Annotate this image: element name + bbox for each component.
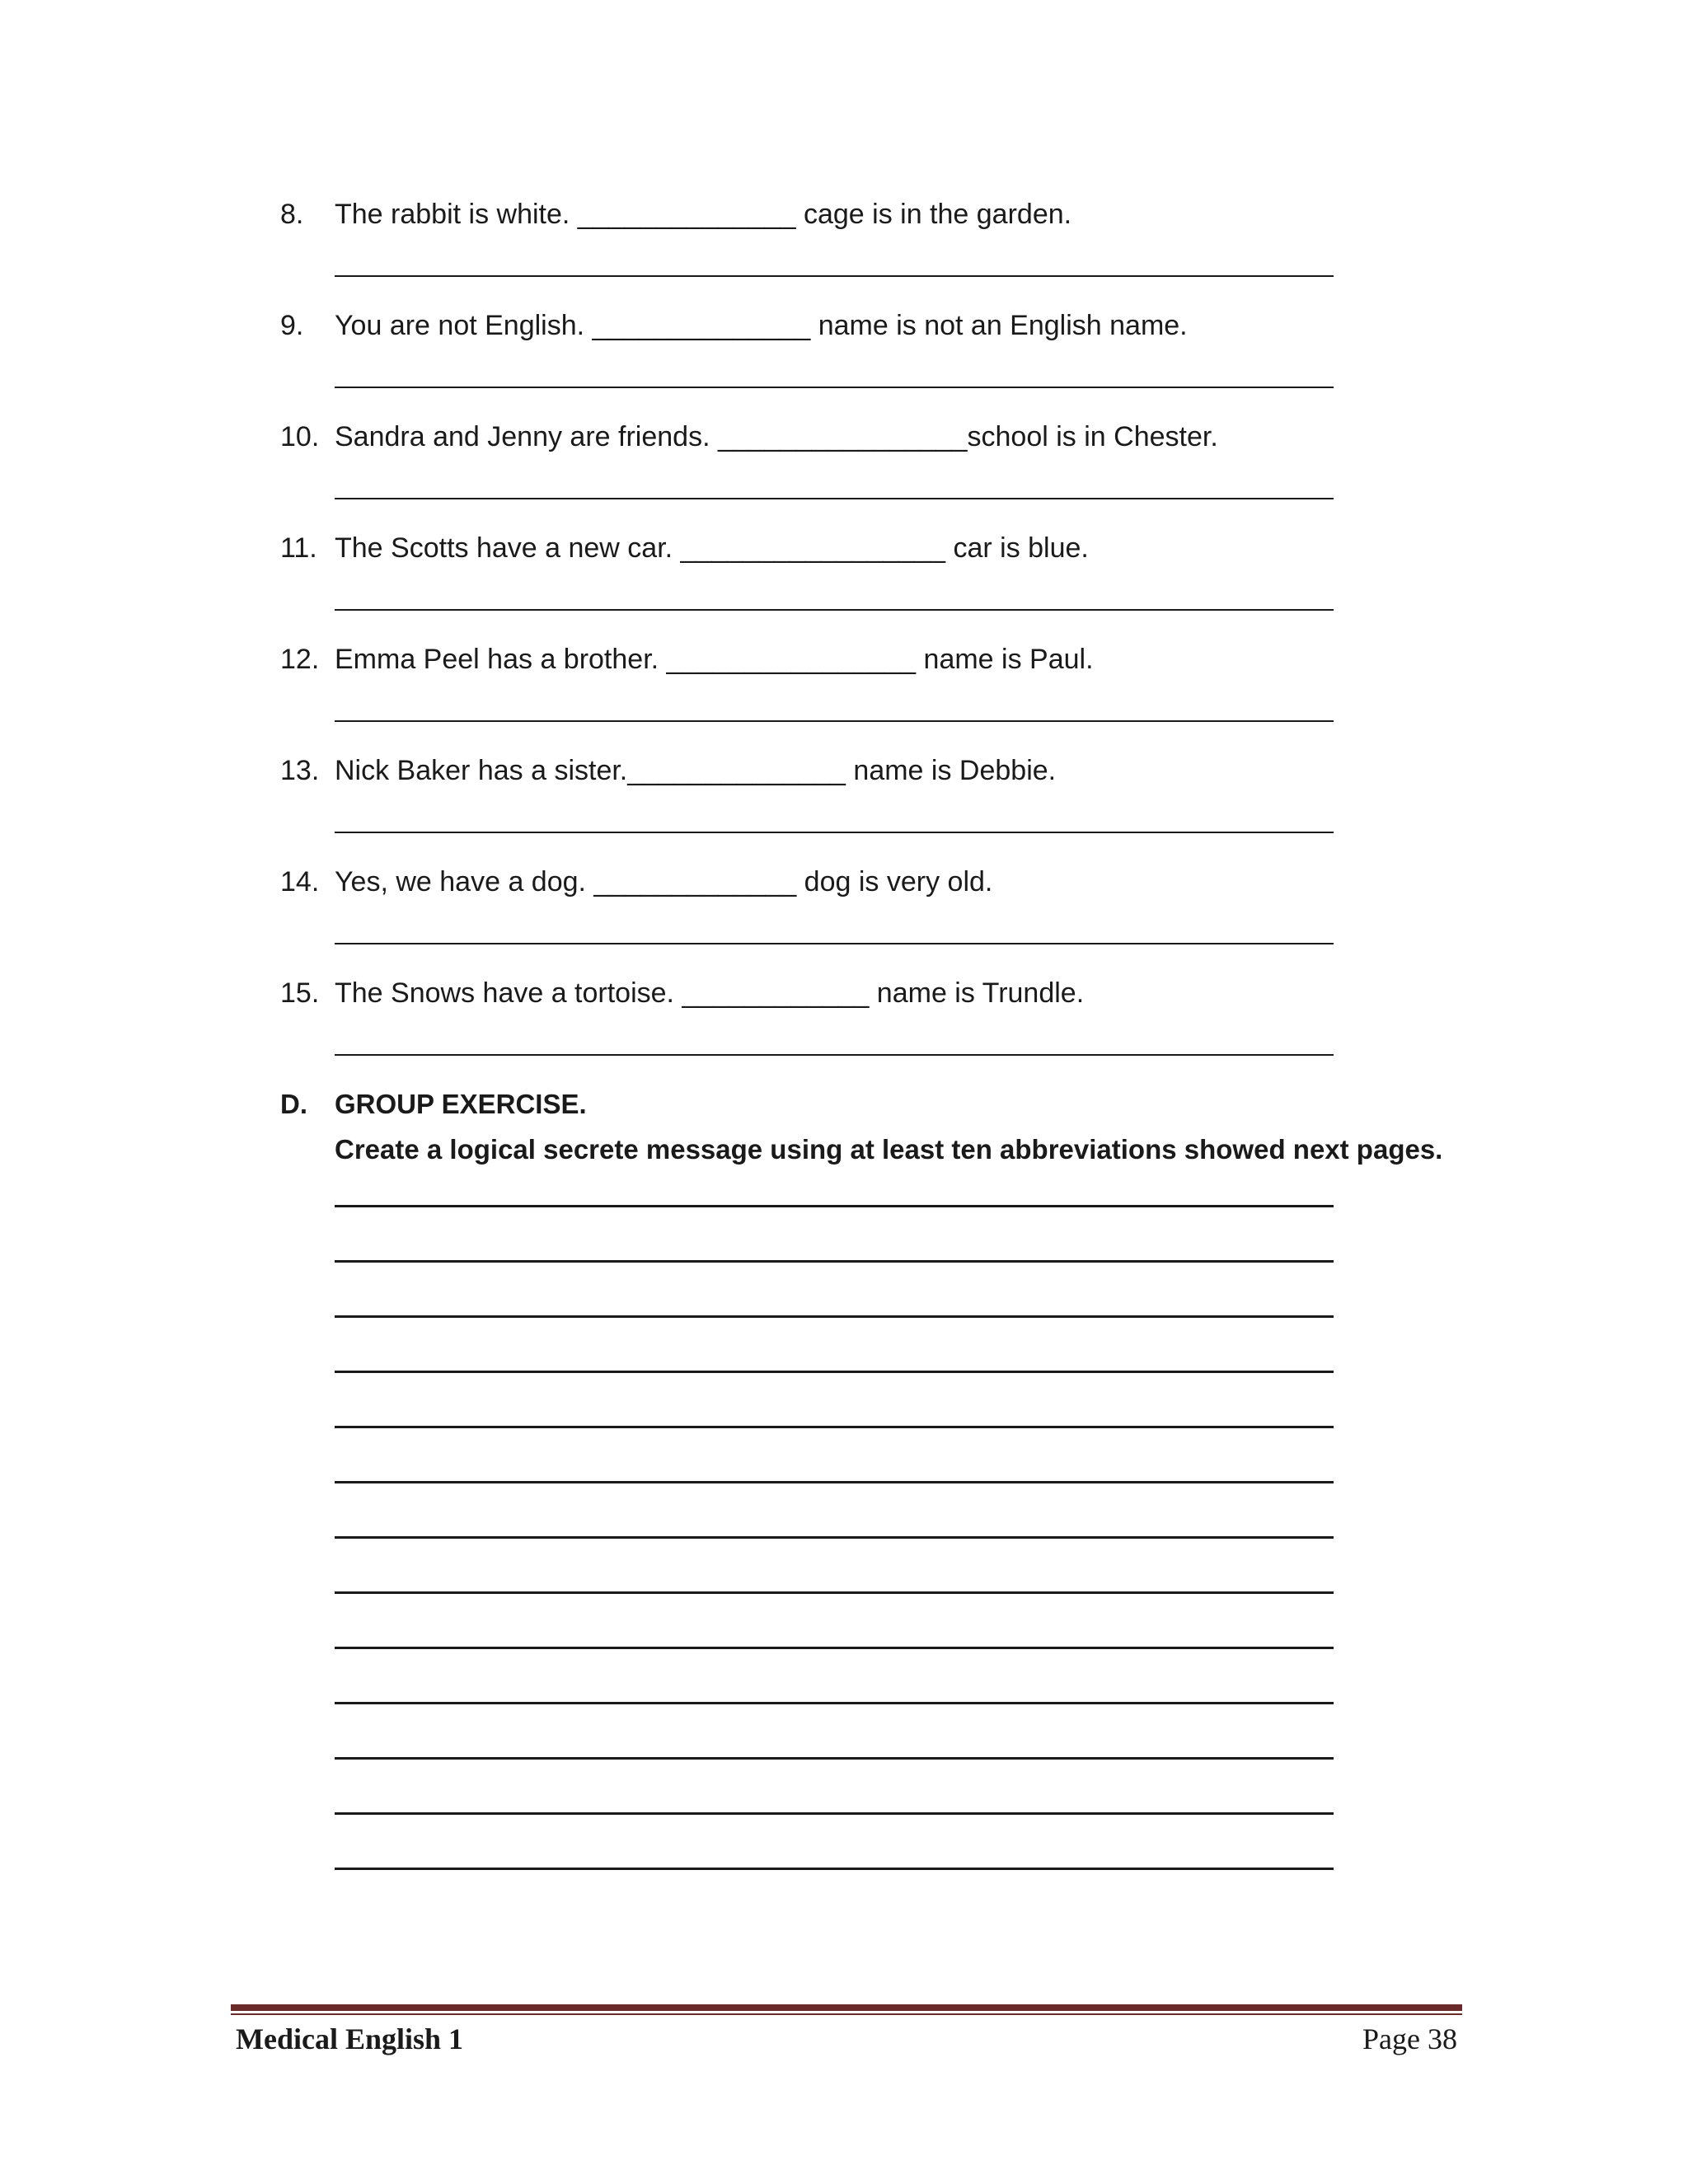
exercise-number: 12. xyxy=(280,644,320,675)
exercise-item xyxy=(280,855,1335,967)
exercise-list xyxy=(280,188,1335,1078)
writing-line xyxy=(335,1757,1334,1812)
exercise-item xyxy=(280,744,1335,855)
exercise-item xyxy=(280,299,1335,410)
writing-line xyxy=(335,1812,1334,1868)
exercise-sentence: Sandra and Jenny are friends. ________________school is in Chester. xyxy=(335,421,1218,452)
writing-line xyxy=(335,1481,1334,1536)
exercise-sentence: The Scotts have a new car. _________________ car is blue. xyxy=(335,532,1089,564)
exercise-item xyxy=(280,188,1335,299)
exercise-number: 10. xyxy=(280,421,320,452)
exercise-number: 13. xyxy=(280,755,320,786)
writing-line xyxy=(335,1260,1334,1315)
exercise-number: 8. xyxy=(280,199,304,230)
writing-line xyxy=(335,1647,1334,1702)
answer-line xyxy=(335,1054,1334,1056)
answer-line xyxy=(335,387,1334,388)
exercise-sentence: Nick Baker has a sister.______________ name is Debbie. xyxy=(335,755,1057,786)
group-answer-lines xyxy=(335,1205,1334,1923)
section-heading xyxy=(280,1080,1451,1129)
page-number: Page 38 xyxy=(1362,2022,1457,2055)
writing-line xyxy=(335,1205,1334,1260)
section-instruction: Create a logical secrete message using at least ten abbreviations showed next pages. xyxy=(335,1134,1443,1165)
answer-line xyxy=(335,832,1334,833)
writing-line xyxy=(335,1426,1334,1481)
exercise-number: 14. xyxy=(280,866,320,898)
answer-line xyxy=(335,498,1334,499)
exercise-number: 11. xyxy=(280,532,317,564)
section-title: GROUP EXERCISE. xyxy=(335,1089,587,1119)
writing-line xyxy=(335,1702,1334,1757)
exercise-sentence: The rabbit is white. ______________ cage is in the garden. xyxy=(335,199,1072,230)
writing-line xyxy=(335,1591,1334,1647)
answer-line xyxy=(335,275,1334,277)
writing-line xyxy=(335,1315,1334,1371)
footer-rule-thin xyxy=(231,2013,1462,2015)
answer-line xyxy=(335,720,1334,722)
section-letter: D. xyxy=(280,1089,307,1119)
writing-line xyxy=(335,1868,1334,1923)
answer-line xyxy=(335,943,1334,944)
exercise-number: 9. xyxy=(280,310,304,341)
answer-line xyxy=(335,609,1334,611)
group-exercise-section xyxy=(280,1080,1451,1170)
exercise-item xyxy=(280,633,1335,744)
exercise-sentence: Yes, we have a dog. _____________ dog is very old. xyxy=(335,866,993,898)
exercise-sentence: The Snows have a tortoise. ____________ name is Trundle. xyxy=(335,977,1085,1009)
exercise-item xyxy=(280,967,1335,1078)
footer-title: Medical English 1 xyxy=(236,2022,464,2055)
footer-rule xyxy=(231,2004,1462,2011)
exercise-sentence: Emma Peel has a brother. ________________ name is Paul. xyxy=(335,644,1094,675)
exercise-sentence: You are not English. ______________ name is not an English name. xyxy=(335,310,1188,341)
exercise-item xyxy=(280,410,1335,522)
writing-line xyxy=(335,1371,1334,1426)
exercise-number: 15. xyxy=(280,977,320,1009)
exercise-item xyxy=(280,522,1335,633)
page-footer xyxy=(231,2004,1462,2060)
writing-line xyxy=(335,1536,1334,1591)
